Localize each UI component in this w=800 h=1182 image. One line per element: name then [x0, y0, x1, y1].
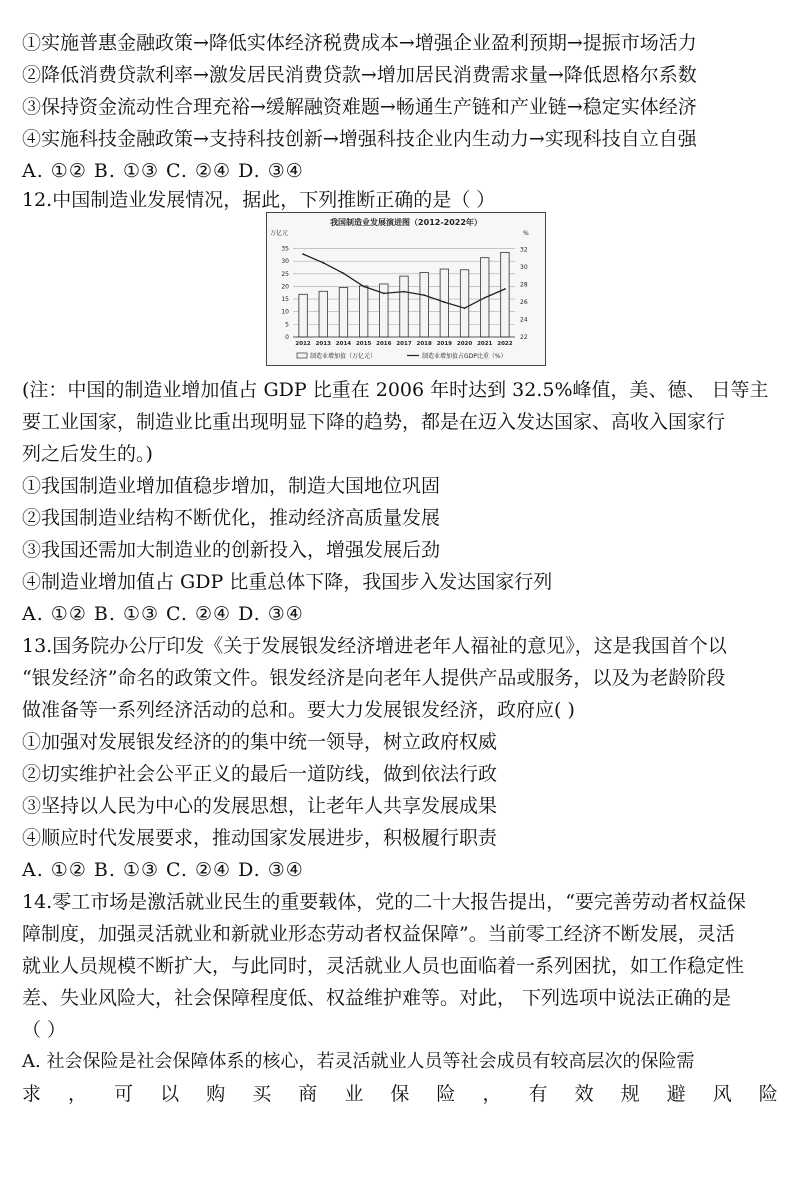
- left-tick-label: 30: [281, 258, 289, 266]
- q12-note-line-2: 要工业国家，制造业比重出现明显下降的趋势，都是在迈入发达国家、高收入国家行: [22, 411, 726, 433]
- q12-note-line-3: 列之后发生的。): [22, 443, 153, 465]
- q11-item-1: ①实施普惠金融政策→降低实体经济税费成本→增强企业盈利预期→提振市场活力: [22, 32, 697, 54]
- line-point: [322, 262, 324, 264]
- q14-option-a-char: 买: [252, 1083, 272, 1105]
- q12-item-2: ②我国制造业结构不断优化，推动经济高质量发展: [22, 507, 441, 529]
- q14-option-a-char: 业: [344, 1083, 364, 1105]
- q14-option-a-char: 购: [206, 1083, 226, 1105]
- q14-option-a-line-1: A. 社会保险是社会保障体系的核心，若灵活就业人员等社会成员有较高层次的保险需: [22, 1051, 695, 1072]
- q14-option-a-char: 效: [574, 1083, 594, 1105]
- q12-note-line-1: (注：中国的制造业增加值占 GDP 比重在 2006 年时达到 32.5%峰值，美、德、 日等主: [22, 379, 769, 401]
- left-tick-label: 35: [281, 245, 289, 253]
- q14-stem-line-1: 14.零工市场是激活就业民生的重要载体，党的二十大报告提出，“要完善劳动者权益保: [22, 891, 746, 913]
- q14-option-a-char: 可: [114, 1083, 134, 1105]
- left-tick-label: 10: [281, 308, 289, 316]
- q14-option-a-line-2: [22, 1081, 778, 1107]
- q14-option-a-char: ，: [68, 1083, 88, 1105]
- q14-option-a-char: ，: [482, 1083, 502, 1105]
- q14-stem-line-2: 障制度，加强灵活就业和新就业形态劳动者权益保障”。当前零工经济不断发展，灵活: [22, 923, 735, 945]
- q13-stem-line-3: 做准备等一系列经济活动的总和。要大力发展银发经济，政府应( ): [22, 699, 575, 721]
- q11-options: A. ①② B. ①③ C. ②④ D. ③④: [22, 160, 304, 182]
- bar: [420, 273, 428, 337]
- left-tick-label: 15: [281, 296, 289, 304]
- q14-option-a-char: 求: [22, 1083, 42, 1105]
- q14-option-a-char: 险: [758, 1083, 778, 1105]
- legend-line-label: 制造业增加值占GDP比重（%）: [422, 353, 507, 360]
- chart-canvas: [267, 213, 545, 365]
- q11-item-3: ③保持资金流动性合理充裕→缓解融资难题→畅通生产链和产业链→稳定实体经济: [22, 96, 697, 118]
- q14-stem-line-3: 就业人员规模不断扩大，与此同时，灵活就业人员也面临着一系列困扰，如工作稳定性: [22, 955, 745, 977]
- q14-option-a-char: 风: [712, 1083, 732, 1105]
- q13-stem-line-2: “银发经济”命名的政策文件。银发经济是向老年人提供产品或服务，以及为老龄阶段: [22, 667, 726, 689]
- bar: [460, 270, 468, 337]
- bar: [359, 286, 367, 337]
- q13-item-2: ②切实维护社会公平正义的最后一道防线，做到依法行政: [22, 763, 498, 785]
- x-tick-label: 2020: [456, 341, 473, 347]
- left-tick-label: 20: [281, 283, 289, 291]
- x-tick-label: 2015: [355, 341, 372, 347]
- q14-option-a-char: 以: [160, 1083, 180, 1105]
- line-point: [443, 301, 445, 303]
- bar: [400, 276, 408, 337]
- line-point: [363, 285, 365, 287]
- q13-item-3: ③坚持以人民为中心的发展思想，让老年人共享发展成果: [22, 795, 498, 817]
- chart-right-unit: %: [523, 230, 529, 237]
- bar: [319, 291, 327, 337]
- q14-stem-line-4: 差、失业风险大，社会保障程度低、权益维护难等。对此， 下列选项中说法正确的是: [22, 987, 732, 1009]
- x-tick-label: 2014: [335, 341, 352, 347]
- bar: [339, 287, 347, 337]
- q12-item-1: ①我国制造业增加值稳步增加，制造大国地位巩固: [22, 475, 441, 497]
- right-tick-label: 28: [520, 281, 528, 289]
- right-tick-label: 30: [520, 264, 528, 272]
- line-point: [504, 288, 506, 290]
- q14-option-a-char: 商: [298, 1083, 318, 1105]
- x-tick-label: 2021: [477, 341, 493, 347]
- x-tick-label: 2022: [497, 341, 513, 347]
- bar: [501, 252, 509, 337]
- q13-options: A. ①② B. ①③ C. ②④ D. ③④: [22, 859, 304, 881]
- right-tick-label: 32: [520, 246, 528, 254]
- q14-option-a-char: 险: [436, 1083, 456, 1105]
- legend-bar-swatch: [297, 353, 307, 358]
- right-tick-label: 22: [520, 334, 528, 341]
- line-point: [383, 292, 385, 294]
- legend-bar-label: 制造业增加值（万亿元）: [310, 353, 377, 360]
- right-tick-label: 24: [520, 316, 528, 324]
- q14-stem-line-5: （ ）: [22, 1019, 67, 1041]
- line-point: [343, 272, 345, 274]
- x-tick-label: 2012: [295, 341, 311, 347]
- left-tick-label: 25: [281, 270, 289, 278]
- bar: [299, 294, 307, 337]
- q14-option-a-char: 规: [620, 1083, 640, 1105]
- line-point: [403, 291, 405, 293]
- q12-item-3: ③我国还需加大制造业的创新投入，增强发展后劲: [22, 539, 441, 561]
- manufacturing-chart: [266, 212, 546, 366]
- left-tick-label: 0: [285, 334, 289, 341]
- x-tick-label: 2017: [396, 341, 412, 347]
- line-point: [484, 297, 486, 299]
- line-point: [423, 294, 425, 296]
- q14-option-a-char: 避: [666, 1083, 686, 1105]
- q11-item-2: ②降低消费贷款利率→激发居民消费贷款→增加居民消费需求量→降低恩格尔系数: [22, 64, 697, 86]
- q13-stem-line-1: 13.国务院办公厅印发《关于发展银发经济增进老年人福祉的意见》，这是我国首个以: [22, 635, 727, 657]
- q11-item-4: ④实施科技金融政策→支持科技创新→增强科技企业内生动力→实现科技自立自强: [22, 128, 697, 150]
- left-tick-label: 5: [285, 321, 289, 329]
- q14-option-a-char: 有: [528, 1083, 548, 1105]
- q13-item-4: ④顺应时代发展要求，推动国家发展进步，积极履行职责: [22, 827, 498, 849]
- q12-options: A. ①② B. ①③ C. ②④ D. ③④: [22, 603, 304, 625]
- x-tick-label: 2013: [315, 341, 331, 347]
- q12-item-4: ④制造业增加值占 GDP 比重总体下降，我国步入发达国家行列: [22, 571, 553, 593]
- q14-option-a-char: 保: [390, 1083, 410, 1105]
- x-tick-label: 2016: [376, 341, 392, 347]
- x-tick-label: 2018: [416, 341, 432, 347]
- chart-title: 我国制造业发展演进图（2012-2022年）: [330, 218, 482, 227]
- chart-left-unit: 万亿元: [270, 230, 289, 237]
- q13-item-1: ①加强对发展银发经济的的集中统一领导，树立政府权威: [22, 731, 498, 753]
- line-point: [302, 253, 304, 255]
- x-tick-label: 2019: [436, 341, 453, 347]
- q12-stem: 12.中国制造业发展情况，据此，下列推断正确的是（ ）: [22, 189, 496, 211]
- right-tick-label: 26: [520, 299, 528, 307]
- line-point: [464, 307, 466, 309]
